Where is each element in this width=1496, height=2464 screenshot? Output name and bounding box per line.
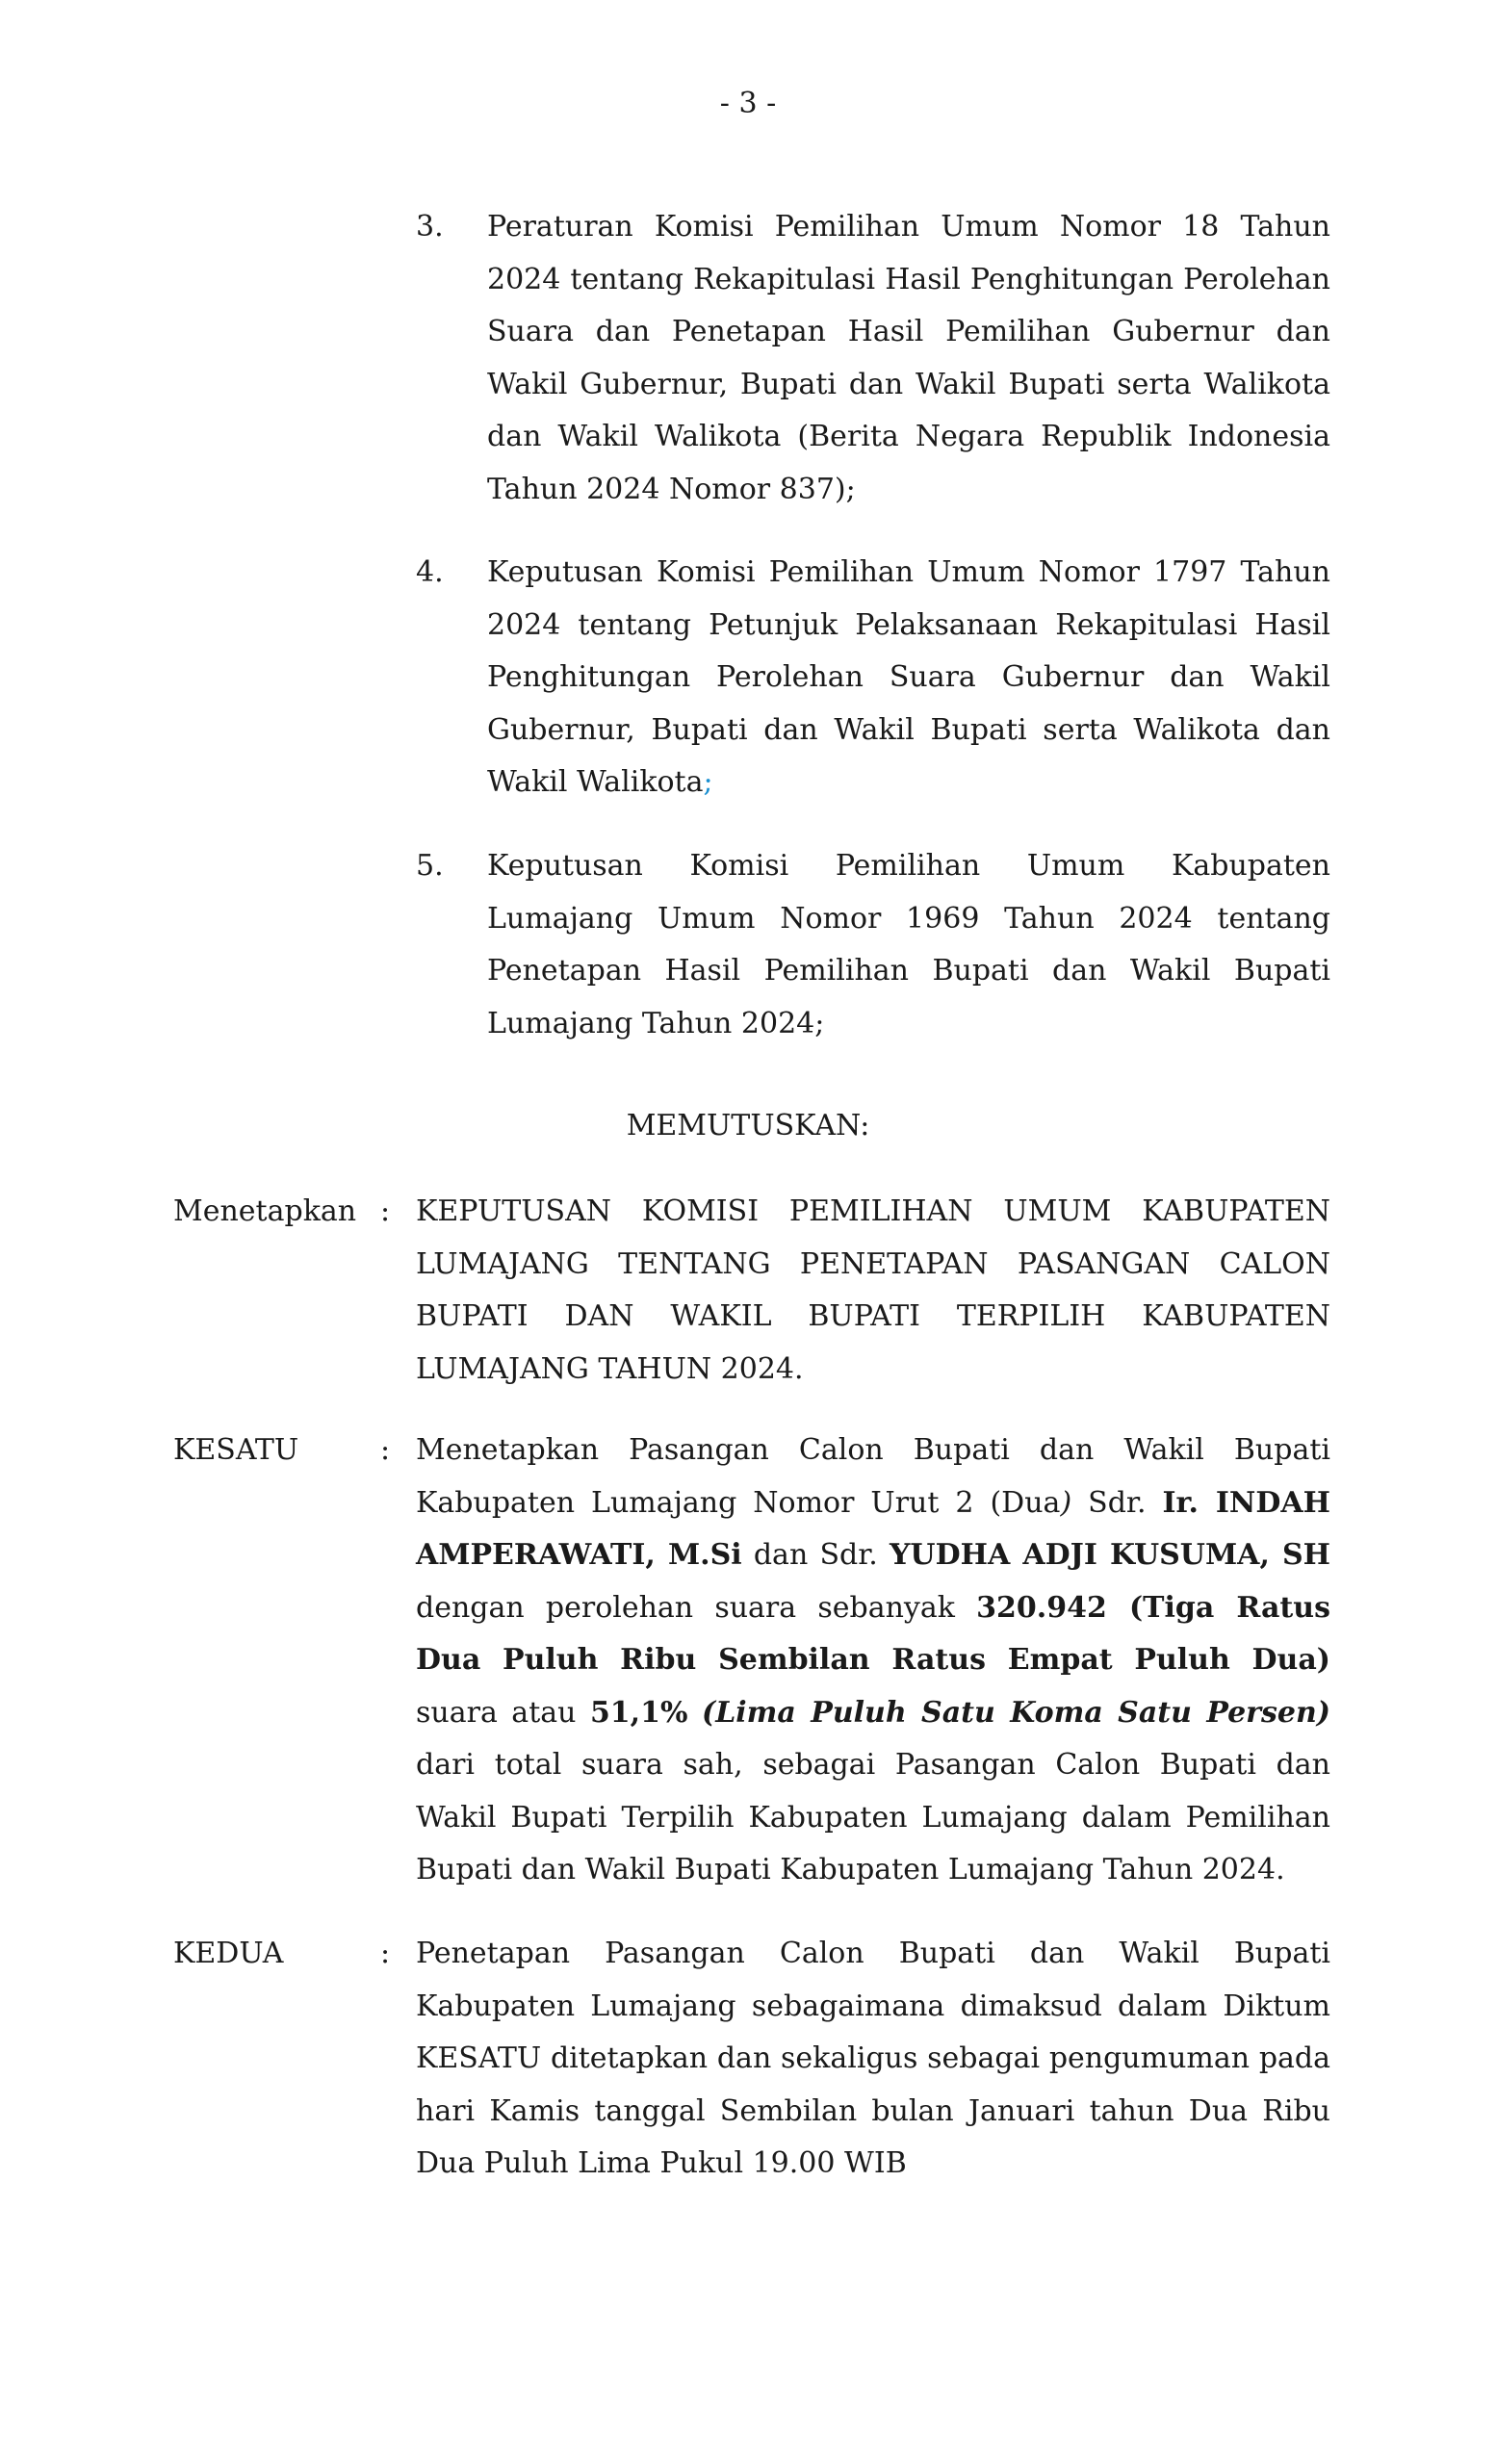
candidate-name: YUDHA ADJI KUSUMA, SH: [890, 1538, 1331, 1572]
text-segment: dan Sdr.: [741, 1538, 890, 1572]
vote-count: 320.942 (Tiga Ratus Dua Puluh Ribu Sembilan Ratus Empat Puluh Dua): [416, 1590, 1330, 1677]
decision-heading: [0, 1100, 1496, 1153]
page-number: - 3 -: [719, 87, 777, 120]
decision-heading-text: MEMUTUSKAN:: [626, 1109, 870, 1142]
diktum-colon: :: [380, 1937, 391, 1970]
diktum-text: [416, 1424, 1330, 1897]
consideration-item: [416, 201, 1330, 516]
text-segment: Menetapkan Pasangan Calon Bupati dan Wakil Bupati Kabupaten Lumajang Nomor Urut 2 (Dua: [416, 1433, 1330, 1520]
consideration-item: [416, 840, 1330, 1050]
diktum-text: Penetapan Pasangan Calon Bupati dan Wakil Bupati Kabupaten Lumajang sebagaimana dimaksud dalam Diktum KESATU ditetapkan dan sekaligus sebagai pengumuman pada hari Kamis tanggal Sembilan bulan Januari tahun Dua Ribu Dua Puluh Lima Pukul 19.00 WIB: [416, 1937, 1330, 2180]
diktum-kesatu: [173, 1424, 1330, 1897]
consideration-text-body: Keputusan Komisi Pemilihan Umum Nomor 1797 Tahun 2024 tentang Petunjuk Pelaksanaan Rekapitulasi Hasil Penghitungan Perolehan Suara Gubernur dan Wakil Gubernur, Bupati dan Wakil Bupati serta Walikota dan Wakil Walikota: [487, 555, 1330, 799]
text-segment: dengan perolehan suara sebanyak: [416, 1590, 977, 1625]
text-segment: dari total suara sah, sebagai Pasangan Calon Bupati dan Wakil Bupati Terpilih Kabupaten Lumajang dalam Pemilihan Bupati dan Wakil Bupati Kabupaten Lumajang Tahun 2024.: [416, 1748, 1330, 1886]
consideration-text: Peraturan Komisi Pemilihan Umum Nomor 18 Tahun 2024 tentang Rekapitulasi Hasil Penghitungan Perolehan Suara dan Penetapan Hasil Pemilihan Gubernur dan Wakil Gubernur, Bupati dan Wakil Bupati serta Walikota dan Wakil Walikota (Berita Negara Republik Indonesia Tahun 2024 Nomor 837);: [487, 210, 1330, 506]
consideration-number: 4.: [416, 555, 444, 589]
text-segment: suara atau: [416, 1695, 590, 1730]
text-segment: [688, 1696, 702, 1730]
consideration-text: [487, 547, 1330, 809]
vote-percent-words: (Lima Puluh Satu Koma Satu Persen): [702, 1695, 1330, 1730]
diktum-colon: :: [380, 1433, 391, 1467]
diktum-kedua: [173, 1928, 1330, 2191]
consideration-text: Keputusan Komisi Pemilihan Umum Kabupaten Lumajang Umum Nomor 1969 Tahun 2024 tentang Penetapan Hasil Pemilihan Bupati dan Wakil Bupati Lumajang Tahun 2024;: [487, 849, 1330, 1040]
diktum-label: KESATU: [173, 1433, 299, 1467]
consideration-number: 3.: [416, 210, 444, 244]
vote-percent: 51,1%: [589, 1695, 688, 1730]
diktum-label: KEDUA: [173, 1937, 284, 1970]
candidate-name: Ir. INDAH AMPERAWATI, M.Si: [416, 1485, 1330, 1572]
consideration-number: 5.: [416, 849, 444, 883]
diktum-text: KEPUTUSAN KOMISI PEMILIHAN UMUM KABUPATEN LUMAJANG TENTANG PENETAPAN PASANGAN CALON BUPATI DAN WAKIL BUPATI TERPILIH KABUPATEN LUMAJANG TAHUN 2024.: [416, 1194, 1330, 1386]
consideration-text-tail: ;: [703, 765, 713, 799]
diktum-label: Menetapkan: [173, 1194, 357, 1228]
text-segment: Sdr.: [1071, 1485, 1163, 1520]
text-segment-italic: ): [1060, 1485, 1072, 1520]
diktum-menetapkan: [173, 1186, 1330, 1396]
consideration-item: [416, 547, 1330, 809]
diktum-colon: :: [380, 1194, 391, 1228]
